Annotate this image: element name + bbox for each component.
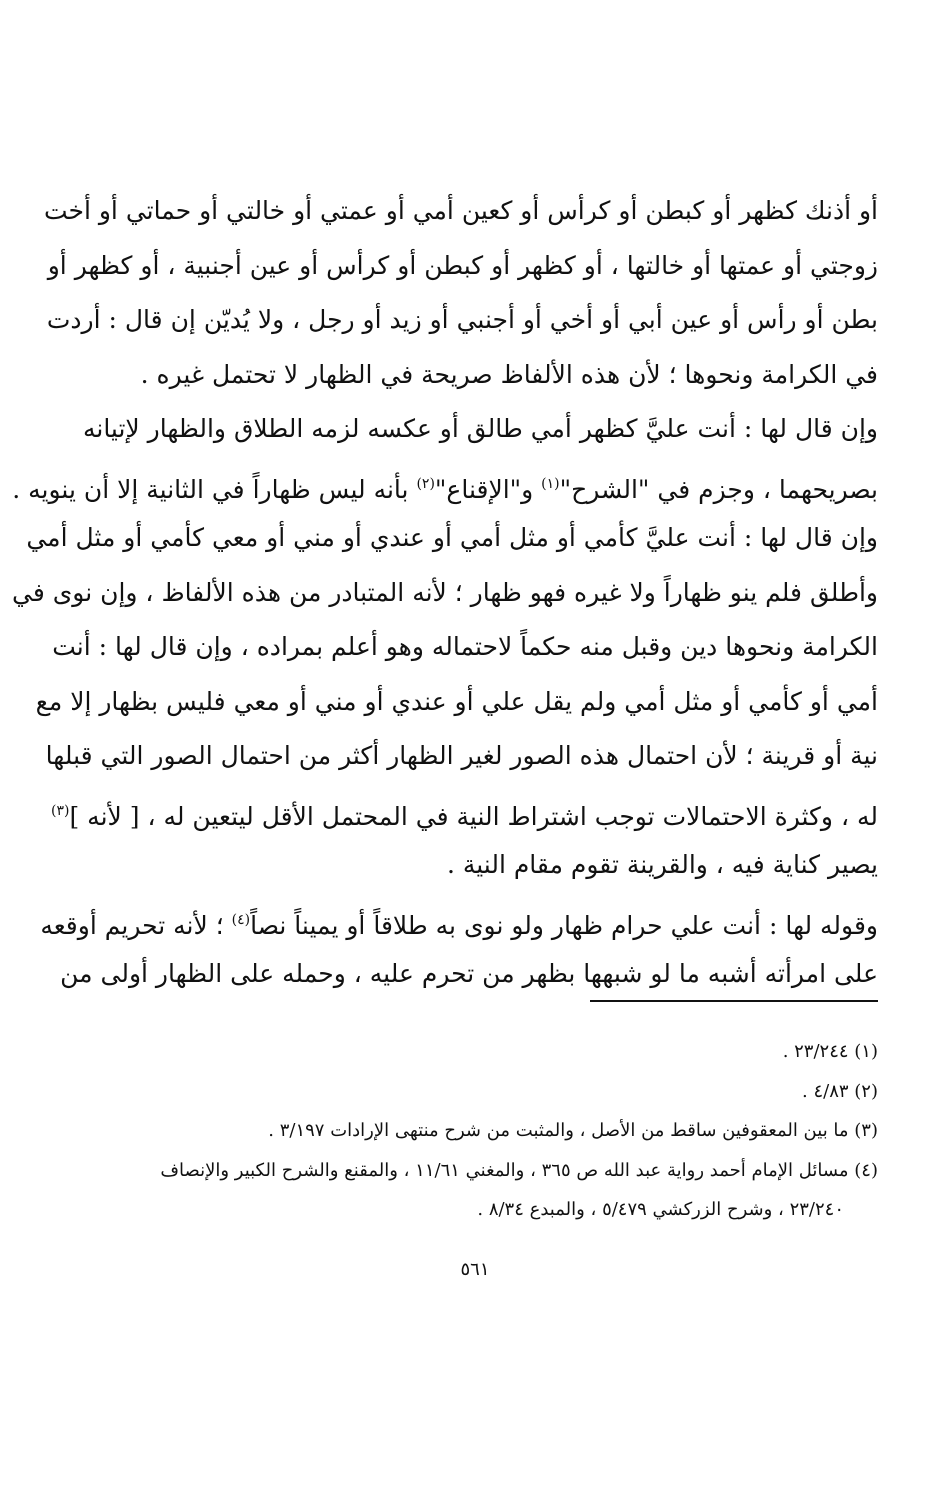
text-line-6-end: بأنه ليس ظهاراً في الثانية إلا أن ينويه . — [12, 474, 417, 504]
text-line-13: يصير كناية فيه ، والقرينة تقوم مقام النية . — [446, 850, 878, 879]
text-line-12-start: له ، وكثرة الاحتمالات توجب اشتراط النية في المحتمل الأقل ليتعين له ، [ لأنه ] — [69, 801, 878, 831]
footnote-ref-2: (٢) — [416, 475, 435, 492]
text-line-14-end: ؛ لأنه تحريم أوقعه — [40, 910, 232, 940]
page-number: ٥٦١ — [460, 1259, 490, 1280]
text-line-7: وإن قال لها : أنت عليَّ كأمي أو مثل أمي أو عندي أو مني أو معي كأمي أو مثل أمي — [26, 523, 878, 552]
footnote-2: (٢) ٤/٨٣ . — [802, 1080, 878, 1102]
text-line-12 — [51, 784, 878, 839]
text-line-5: وإن قال لها : أنت عليَّ كظهر أمي طالق أو عكسه لزمه الطلاق والظهار لإتيانه — [82, 414, 878, 443]
text-line-15: على امرأته أشبه ما لو شبهها بظهر من تحرم عليه ، وحمله على الظهار أولى من — [60, 959, 878, 988]
footnote-ref-4: (٤) — [231, 911, 251, 928]
footnote-4-continued: ٢٣/٢٤٠ ، وشرح الزركشي ٥/٤٧٩ ، والمبدع ٨/٣٤ . — [477, 1199, 844, 1220]
text-line-1: أو أذنك كظهر أو كبطن أو كرأس أو كعين أمي أو عمتي أو خالتي أو حماتي أو أخت — [43, 196, 878, 225]
footnote-ref-1: (١) — [541, 475, 560, 492]
footnotes — [140, 1032, 878, 1230]
text-line-14 — [40, 893, 878, 948]
footnote-ref-3: (٣) — [51, 802, 70, 819]
text-line-14-start: وقوله لها : أنت علي حرام ظهار ولو نوى به طلاقاً أو يميناً نصاً — [250, 910, 878, 940]
text-line-9: الكرامة ونحوها دين وقبل منه حكماً لاحتماله وهو أعلم بمراده ، وإن قال لها : أنت — [52, 632, 878, 661]
footnote-1: (١) ٢٣/٢٤٤ . — [782, 1041, 878, 1062]
footnote-3: (٣) ما بين المعقوفين ساقط من الأصل ، والمثبت من شرح منتهى الإرادات ٣/١٩٧ . — [268, 1120, 878, 1141]
footnote-divider — [590, 1000, 878, 1002]
text-line-4: في الكرامة ونحوها ؛ لأن هذه الألفاظ صريحة في الظهار لا تحتمل غيره . — [140, 359, 878, 389]
text-line-10: أمي أو كأمي أو مثل أمي ولم يقل علي أو عندي أو مني أو معي فليس بظهار إلا مع — [35, 686, 878, 716]
main-text — [11, 184, 878, 1002]
text-line-6-mid: و"الإقناع" — [434, 474, 542, 504]
text-line-3: بطن أو رأس أو عين أبي أو أخي أو أجنبي أو زيد أو رجل ، ولا يُديّن إن قال : أردت — [46, 305, 878, 334]
text-line-6-start: بصريحهما ، وجزم في "الشرح" — [559, 474, 878, 504]
text-line-11: نية أو قرينة ؛ لأن احتمال هذه الصور لغير الظهار أكثر من احتمال الصور التي قبلها — [45, 741, 878, 770]
footnote-4: (٤) مسائل الإمام أحمد رواية عبد الله ص ٣٦٥ ، والمغني ١١/٦١ ، والمقنع والشرح الكبير والإنصاف — [160, 1159, 878, 1181]
text-line-2: زوجتي أو عمتها أو خالتها ، أو كظهر أو كبطن أو كرأس أو عين أجنبية ، أو كظهر أو — [47, 250, 878, 280]
text-line-6 — [12, 457, 878, 512]
text-line-8: وأطلق فلم ينو ظهاراً ولا غيره فهو ظهار ؛ لأنه المتبادر من هذه الألفاظ ، وإن نوى في — [11, 577, 878, 607]
